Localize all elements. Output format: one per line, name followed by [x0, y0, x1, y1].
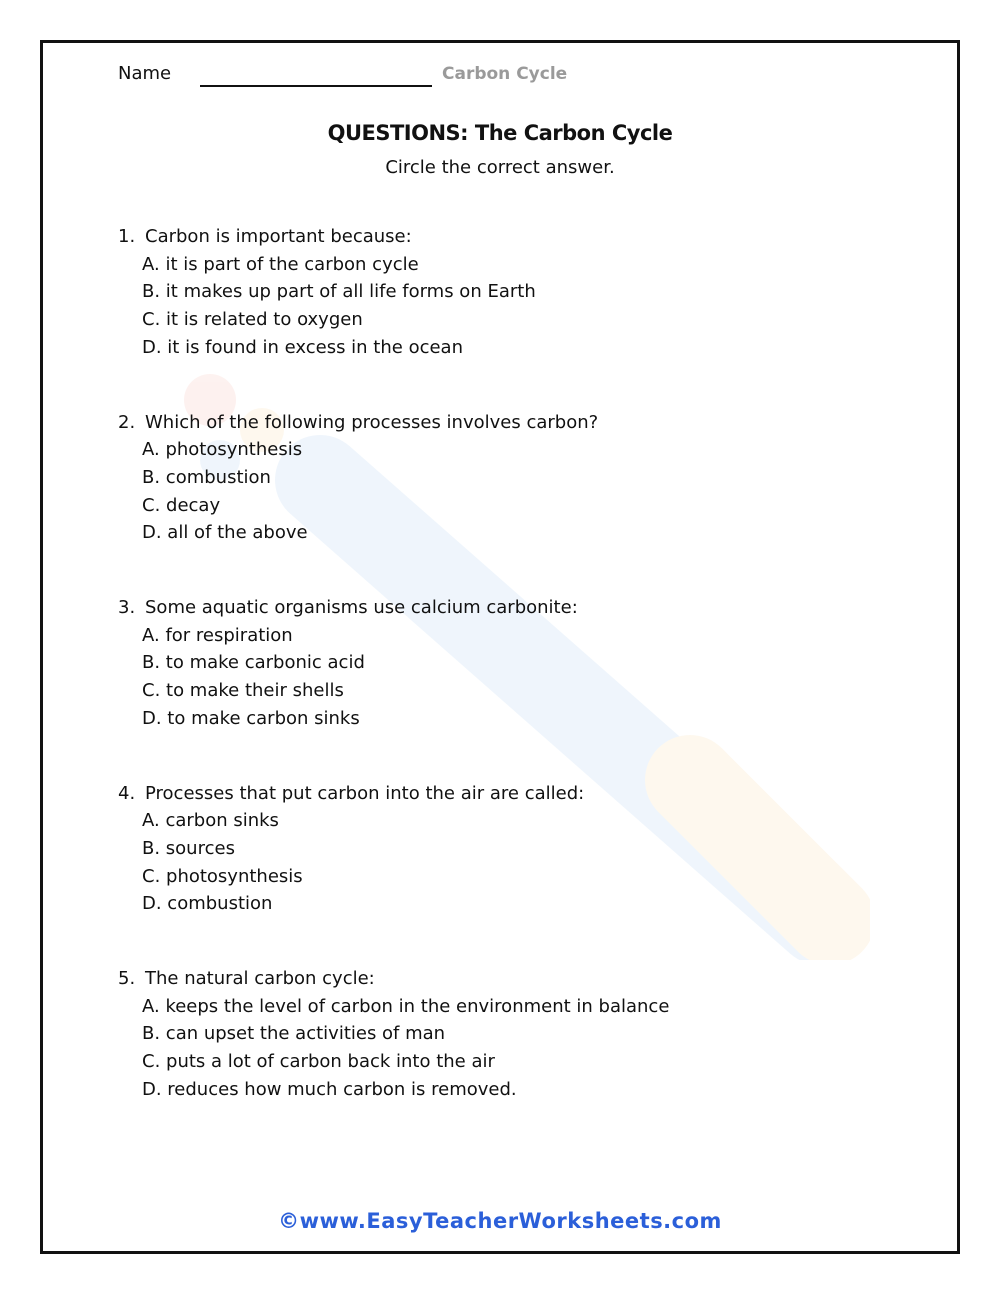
answer-option-b[interactable]: B. can upset the activities of man: [142, 1023, 446, 1045]
question-number: 2.: [118, 411, 136, 433]
question-stem: [118, 780, 878, 808]
answer-option-c[interactable]: C. decay: [142, 494, 221, 516]
question-number: 5.: [118, 968, 136, 990]
question-stem: [118, 965, 878, 993]
answer-option-b[interactable]: B. sources: [142, 837, 235, 859]
page-title: QUESTIONS: The Carbon Cycle: [327, 121, 673, 145]
answer-option-a[interactable]: A. keeps the level of carbon in the environment in balance: [142, 995, 670, 1017]
instructions: Circle the correct answer.: [385, 157, 615, 178]
answer-option-c[interactable]: C. it is related to oxygen: [142, 309, 363, 331]
name-field-line[interactable]: [200, 85, 432, 87]
answer-option-a[interactable]: A. carbon sinks: [142, 810, 279, 832]
question-list: [118, 223, 878, 1151]
answer-option-a[interactable]: A. photosynthesis: [142, 439, 303, 461]
answer-option-d[interactable]: D. combustion: [142, 893, 273, 915]
question-text: Processes that put carbon into the air are called:: [145, 782, 585, 804]
question-number: 4.: [118, 782, 136, 804]
answer-option-d[interactable]: D. reduces how much carbon is removed.: [142, 1078, 517, 1100]
answer-option-b[interactable]: B. combustion: [142, 466, 271, 488]
answer-option-d[interactable]: D. it is found in excess in the ocean: [142, 336, 463, 358]
answer-option-a[interactable]: A. it is part of the carbon cycle: [142, 253, 419, 275]
answer-option-a[interactable]: A. for respiration: [142, 624, 293, 646]
question-stem: [118, 594, 878, 622]
question-2: [118, 409, 878, 548]
answer-options: [118, 251, 878, 362]
answer-options: [118, 993, 878, 1104]
answer-option-c[interactable]: C. to make their shells: [142, 680, 344, 702]
question-5: [118, 965, 878, 1104]
answer-options: [118, 622, 878, 733]
question-text: Carbon is important because:: [145, 226, 412, 247]
worksheet-topic: Carbon Cycle: [442, 64, 568, 84]
answer-option-d[interactable]: D. all of the above: [142, 522, 308, 544]
question-text: Some aquatic organisms use calcium carbonite:: [145, 597, 578, 619]
answer-options: [118, 436, 878, 547]
name-label: Name: [118, 63, 172, 84]
worksheet-header: [118, 62, 718, 92]
question-4: [118, 780, 878, 919]
question-text: The natural carbon cycle:: [145, 968, 375, 990]
answer-option-b[interactable]: B. to make carbonic acid: [142, 652, 365, 674]
question-stem: [118, 223, 878, 251]
answer-option-c[interactable]: C. photosynthesis: [142, 865, 303, 887]
question-number: 3.: [118, 597, 136, 619]
answer-option-d[interactable]: D. to make carbon sinks: [142, 707, 360, 729]
question-text: Which of the following processes involves carbon?: [145, 411, 599, 433]
question-3: [118, 594, 878, 733]
question-stem: [118, 409, 878, 437]
answer-option-c[interactable]: C. puts a lot of carbon back into the air: [142, 1051, 495, 1073]
answer-option-b[interactable]: B. it makes up part of all life forms on Earth: [142, 281, 536, 303]
footer-website-link[interactable]: ©www.EasyTeacherWorksheets.com: [278, 1209, 722, 1233]
answer-options: [118, 807, 878, 918]
question-1: [118, 223, 878, 362]
question-number: 1.: [118, 226, 136, 247]
